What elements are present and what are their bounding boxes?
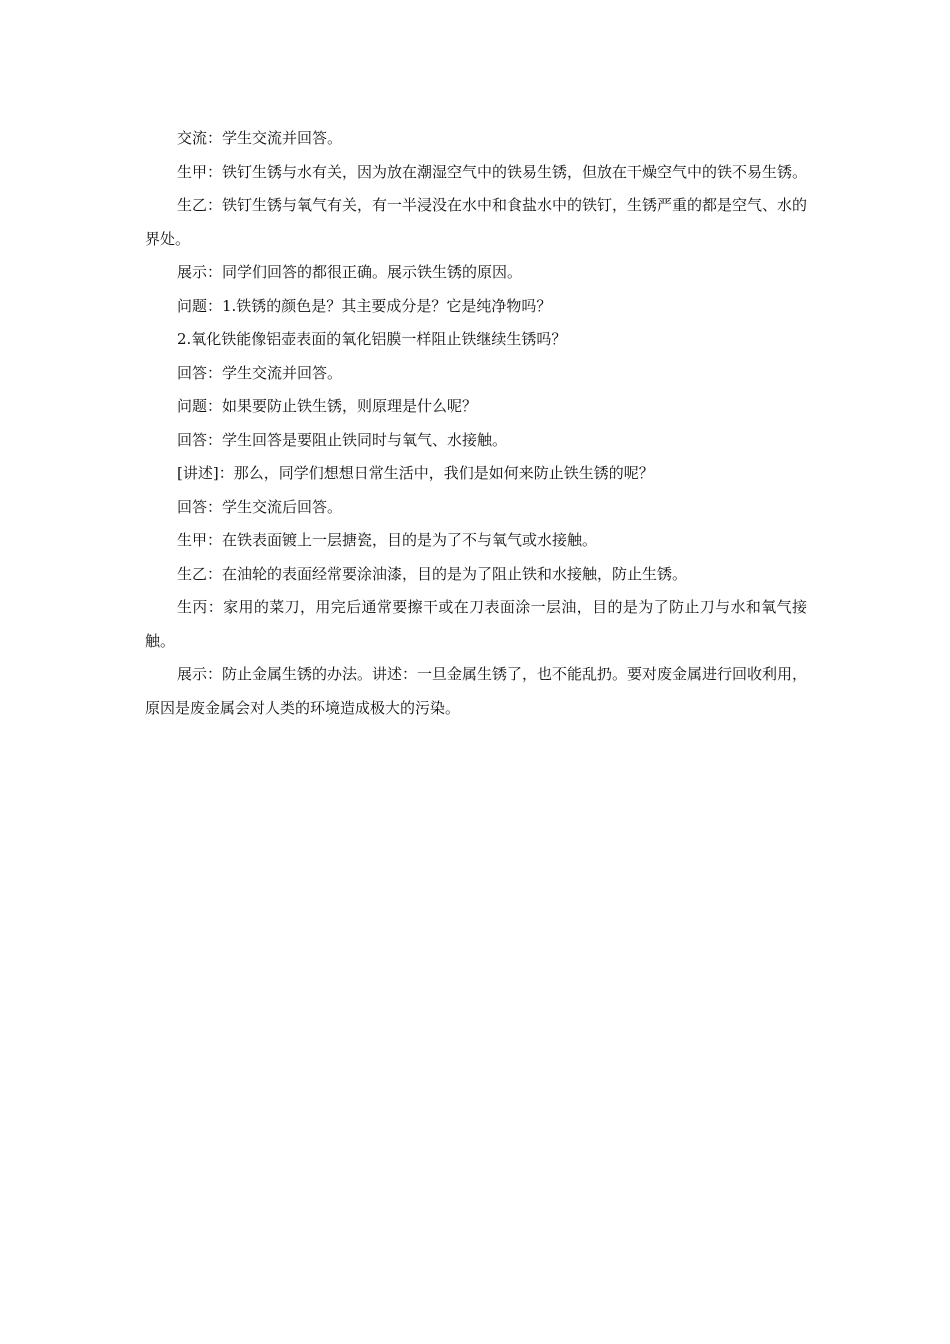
paragraph-question-1: 问题：1.铁锈的颜色是？其主要成分是？它是纯净物吗？ — [177, 296, 552, 315]
paragraph-student-b-oxygen: 生乙：铁钉生锈与氧气有关，有一半浸没在水中和食盐水中的铁钉，生锈严重的都是空气、水的界处。 — [145, 196, 808, 248]
paragraph-answer-1: 回答：学生交流并回答。 — [177, 363, 343, 382]
paragraph-display-prevention: 展示：防止金属生锈的办法。讲述：一旦金属生锈了，也不能乱扔。要对废金属进行回收利用，原因是废金属会对人类的环境造成极大的污染。 — [145, 665, 808, 717]
document-body — [145, 122, 807, 725]
paragraph-student-a-enamel: 生甲：在铁表面镀上一层搪瓷，目的是为了不与氧气或水接触。 — [177, 531, 598, 549]
paragraph-question-principle: 问题：如果要防止铁生锈，则原理是什么呢？ — [177, 397, 478, 415]
paragraph-display-cause: 展示：同学们回答的都很正确。展示铁生锈的原因。 — [177, 263, 523, 281]
paragraph-answer-principle: 回答：学生回答是要阻止铁同时与氧气、水接触。 — [177, 430, 508, 449]
paragraph-student-c-knife: 生丙：家用的菜刀，用完后通常要擦干或在刀表面涂一层油，目的是为了防止刀与水和氧气接触。 — [145, 598, 807, 650]
paragraph-question-2: 2.氧化铁能像铝壶表面的氧化铝膜一样阻止铁继续生锈吗？ — [177, 330, 567, 348]
paragraph-student-b-paint: 生乙：在油轮的表面经常要涂油漆，目的是为了阻止铁和水接触，防止生锈。 — [177, 564, 688, 583]
paragraph-exchange: 交流：学生交流并回答。 — [177, 129, 343, 147]
paragraph-answer-2: 回答：学生交流后回答。 — [177, 497, 343, 516]
paragraph-narration: [讲述]：那么，同学们想想日常生活中，我们是如何来防止铁生锈的呢？ — [177, 464, 654, 482]
paragraph-student-a-water: 生甲：铁钉生锈与水有关，因为放在潮湿空气中的铁易生锈，但放在干燥空气中的铁不易生锈。 — [177, 162, 808, 181]
